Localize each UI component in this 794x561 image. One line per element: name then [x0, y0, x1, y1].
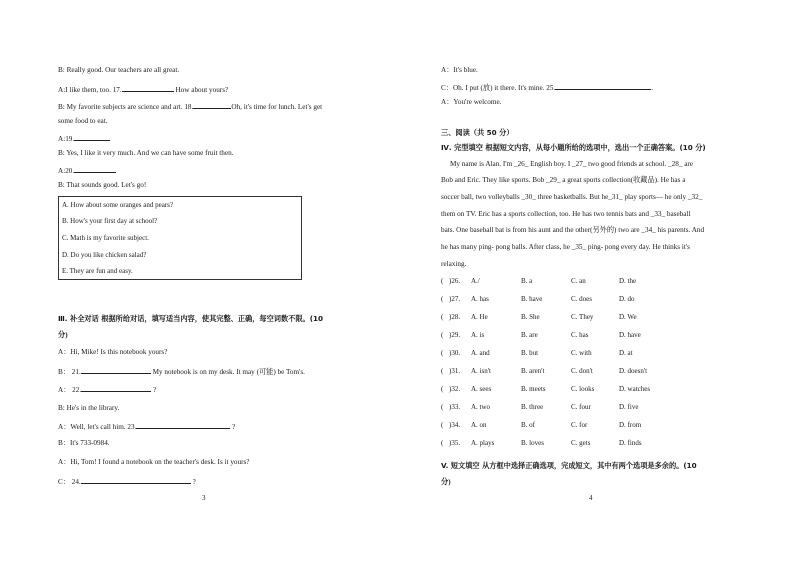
choice-b[interactable]: B. but: [521, 349, 539, 357]
question-row: [441, 349, 741, 358]
choice-b[interactable]: B. aren't: [521, 367, 545, 375]
completion-line-1-text: A：Hi, Mike! Is this notebook yours?: [58, 348, 168, 356]
choice-d[interactable]: D. five: [619, 403, 639, 411]
completion-line-5-text-after: ?: [230, 423, 236, 431]
question-number: )28.: [449, 313, 461, 321]
answer-blank[interactable]: [81, 384, 151, 392]
question-row: [441, 367, 741, 376]
dialogue-line-5-text: A:19.: [58, 135, 75, 143]
page-number-4: 4: [589, 494, 593, 502]
completion-line-3-text-after: ?: [151, 386, 157, 394]
choice-d[interactable]: D. have: [619, 331, 641, 339]
choice-a[interactable]: A./: [471, 277, 480, 285]
cloze-section-title: Ⅳ. 完型填空 根据短文内容，从每小题所给的选项中，选出一个正确答案。(10 分): [441, 143, 706, 152]
answer-blank[interactable]: [74, 133, 110, 141]
page-number-3: 3: [202, 494, 206, 502]
choice-a[interactable]: A. He: [471, 313, 488, 321]
option-C: C. Math is my favorite subject.: [62, 234, 149, 242]
completion-line-5-text: A：Well, let's call him. 23.: [58, 423, 137, 431]
choice-d[interactable]: D. at: [619, 349, 633, 357]
completion-line-3-text: A： 22.: [58, 386, 82, 394]
dialogue-line-8-text: B: That sounds good. Let's go!: [58, 181, 147, 189]
choice-a[interactable]: A. isn't: [471, 367, 491, 375]
question-number: )33.: [449, 403, 461, 411]
completion-line-3: [58, 384, 156, 395]
question-row: [441, 421, 741, 430]
question-number: )32.: [449, 385, 461, 393]
completion-line-1: [58, 348, 167, 357]
choice-b[interactable]: B. are: [521, 331, 538, 339]
choice-d[interactable]: D. watches: [619, 385, 651, 393]
choice-c[interactable]: C. four: [571, 403, 591, 411]
choice-b[interactable]: B. loves: [521, 439, 544, 447]
option-A: A. How about some oranges and pears?: [62, 201, 173, 209]
choice-d[interactable]: D. the: [619, 277, 637, 285]
choice-a[interactable]: A. plays: [471, 439, 495, 447]
dialogue-line-7-text: A:20.: [58, 167, 75, 175]
passage-line-6: he has many ping- pong balls. After class, he _35_ ping- pong every day. He thinks it's: [441, 243, 690, 251]
section3-title: Ⅲ. 补全对话 根据所给对话，填写适当内容，使其完整、正确，每空词数不限。(10: [58, 314, 324, 323]
choice-d[interactable]: D. doesn't: [619, 367, 648, 375]
completion-line-8-text-after: ?: [190, 478, 196, 486]
answer-blank[interactable]: [74, 165, 116, 173]
completion-line-2-text-after: My notebook is on my desk. It may (可能) be Tom's.: [150, 368, 305, 376]
question-number: )30.: [449, 349, 461, 357]
answer-paren[interactable]: (: [441, 349, 444, 357]
answer-blank[interactable]: [81, 366, 151, 374]
section5-title-cont: 分): [441, 478, 451, 486]
question-row: [441, 331, 741, 340]
choice-c[interactable]: C. for: [571, 421, 588, 429]
answer-paren[interactable]: (: [441, 385, 444, 393]
choice-b[interactable]: B. three: [521, 403, 544, 411]
choice-a[interactable]: A. and: [471, 349, 490, 357]
choice-c[interactable]: C. gets: [571, 439, 591, 447]
choice-d[interactable]: D. finds: [619, 439, 642, 447]
completion-line-5: [58, 421, 235, 432]
dialogue-line-6: [58, 149, 233, 158]
dialogue-line-3-text-after: Oh, it's time for lunch. Let's get: [231, 103, 323, 111]
choice-b[interactable]: B. meets: [521, 385, 546, 393]
passage-line-3: soccer ball, two volleyballs _30_ three basketballs. But he_31_ play sports— he only _32_: [441, 193, 703, 201]
answer-paren[interactable]: (: [441, 295, 444, 303]
choice-b[interactable]: B. have: [521, 295, 543, 303]
choice-b[interactable]: B. a: [521, 277, 533, 285]
dialogue-line-1-text: B: Really good. Our teachers are all great.: [58, 66, 180, 74]
answer-paren[interactable]: (: [441, 421, 444, 429]
option-B: B. How's your first day at school?: [62, 217, 158, 225]
dialogue-cont-line-2-text: C：Oh. I put (放) it there. It's mine. 25.: [441, 84, 556, 92]
question-number: )34.: [449, 421, 461, 429]
choice-b[interactable]: B. of: [521, 421, 535, 429]
dialogue-cont-line-1: [441, 66, 478, 75]
dialogue-cont-line-2: [441, 82, 653, 93]
choice-c[interactable]: C. don't: [571, 367, 593, 375]
passage-line-2: Bob and Eric. They like sports. Bob _29_ a great sports collection(收藏品). He has a: [441, 176, 686, 184]
answer-blank[interactable]: [193, 101, 231, 109]
choice-b[interactable]: B. She: [521, 313, 540, 321]
choice-a[interactable]: A. two: [471, 403, 491, 411]
question-row: [441, 277, 741, 286]
choice-c[interactable]: C. looks: [571, 385, 595, 393]
question-number: )27.: [449, 295, 461, 303]
dialogue-line-3: [58, 101, 322, 112]
choice-c[interactable]: C. has: [571, 331, 589, 339]
question-number: )26.: [449, 277, 461, 285]
choice-a[interactable]: A. sees: [471, 385, 492, 393]
passage-line-1: My name is Alan. I'm _26_ English boy. I _27_ two good friends at school. _28_ are: [450, 160, 693, 168]
dialogue-cont-line-3: [441, 98, 501, 107]
completion-line-4: [58, 404, 119, 413]
reading-section-title: 三、阅读（共 50 分）: [441, 128, 514, 137]
answer-paren[interactable]: (: [441, 277, 444, 285]
choice-a[interactable]: A. is: [471, 331, 485, 339]
dialogue-cont-line-1-text: A：It's blue.: [441, 66, 478, 74]
completion-line-4-text: B: He's in the library.: [58, 404, 120, 412]
choice-d[interactable]: D. do: [619, 295, 635, 303]
choice-c[interactable]: C. does: [571, 295, 592, 303]
answer-blank[interactable]: [136, 421, 230, 429]
answer-paren[interactable]: (: [441, 313, 444, 321]
section3-title-cont: 分): [58, 331, 68, 339]
options-box: [58, 196, 302, 280]
answer-paren[interactable]: (: [441, 367, 444, 375]
option-D: D. Do you like chicken salad?: [62, 251, 147, 259]
passage-line-4: them on TV. Eric has a sports collection, too. He has two tennis bats and _33_ baseball: [441, 210, 691, 218]
dialogue-line-5: [58, 133, 110, 144]
choice-d[interactable]: D. from: [619, 421, 642, 429]
answer-paren[interactable]: (: [441, 439, 444, 447]
choice-c[interactable]: C. with: [571, 349, 592, 357]
choice-a[interactable]: A. has: [471, 295, 489, 303]
dialogue-line-3-text: B: My favorite subjects are science and art. 18.: [58, 103, 194, 111]
dialogue-cont-line-3-text: A：You're welcome.: [441, 98, 502, 106]
completion-line-6: [58, 439, 110, 448]
completion-line-8: [58, 476, 196, 487]
answer-blank[interactable]: [122, 84, 174, 92]
dialogue-line-7: [58, 165, 116, 176]
dialogue-line-2: [58, 84, 228, 95]
completion-line-7: [58, 458, 250, 467]
dialogue-cont-line-2-text-after: .: [651, 84, 654, 92]
completion-line-6-text: B：It's 733-0984.: [58, 439, 110, 447]
dialogue-line-2-text: A:I like them, too. 17.: [58, 86, 122, 94]
completion-line-2: [58, 366, 305, 377]
answer-paren[interactable]: (: [441, 403, 444, 411]
choice-c[interactable]: C. They: [571, 313, 594, 321]
choice-c[interactable]: C. an: [571, 277, 586, 285]
answer-paren[interactable]: (: [441, 331, 444, 339]
completion-line-8-text: C： 24.: [58, 478, 81, 486]
dialogue-line-4-text: some food to eat.: [58, 117, 108, 125]
section5-title: V. 短文填空 从方框中选择正确选项，完成短文，其中有两个选项是多余的。(10: [441, 461, 697, 470]
question-row: [441, 385, 741, 394]
dialogue-line-6-text: B: Yes, I like it very much. And we can have some fruit then.: [58, 149, 234, 157]
dialogue-line-2-text-after: How about yours?: [173, 86, 229, 94]
question-number: )29.: [449, 331, 461, 339]
choice-d[interactable]: D. We: [619, 313, 637, 321]
passage-line-5: bats. One baseball bat is from his aunt and the other(另外的) two are _34_ his parents. And: [441, 226, 705, 234]
completion-line-7-text: A：Hi, Tom! I found a notebook on the teacher's desk. Is it yours?: [58, 458, 250, 466]
question-row: [441, 295, 741, 304]
question-number: )35.: [449, 439, 461, 447]
page-4: [397, 0, 794, 561]
passage-line-7: relaxing.: [441, 260, 467, 268]
dialogue-line-1: [58, 66, 179, 75]
answer-blank[interactable]: [81, 476, 191, 484]
question-number: )31.: [449, 367, 461, 375]
question-row: [441, 403, 741, 412]
answer-blank[interactable]: [555, 82, 654, 92]
question-row: [441, 313, 741, 322]
option-E: E. They are fun and easy.: [62, 267, 133, 275]
completion-line-2-text: B： 21.: [58, 368, 81, 376]
dialogue-line-8: [58, 181, 146, 190]
question-row: [441, 439, 741, 448]
choice-a[interactable]: A. on: [471, 421, 487, 429]
dialogue-line-4: [58, 117, 108, 126]
